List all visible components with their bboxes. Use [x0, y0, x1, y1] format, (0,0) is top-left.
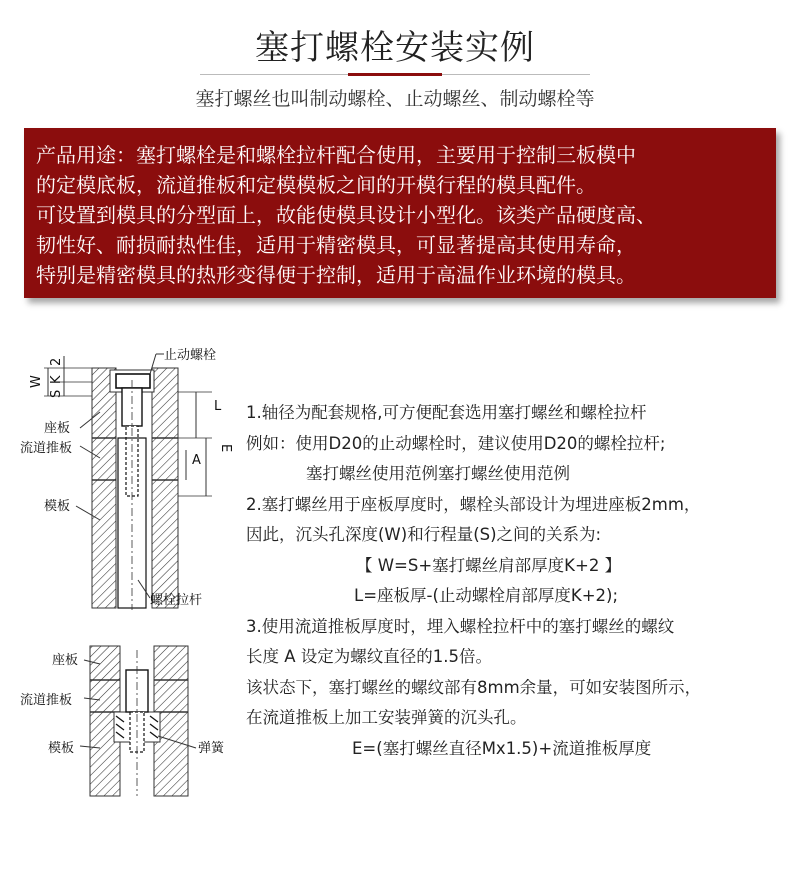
note-line-4: 2.塞打螺丝用于座板厚度时，螺栓头部设计为埋进座板2mm，	[246, 494, 701, 514]
note-line-3: 塞打螺丝使用范例塞打螺丝使用范例	[306, 464, 570, 483]
usage-line-4: 韧性好、耐损耐热性佳，适用于精密模具，可显著提高其使用寿命，	[36, 233, 636, 257]
left-plate-hatch	[92, 368, 116, 608]
note-line-9: 长度 A 设定为螺纹直径的1.5倍。	[246, 647, 493, 666]
note-line-2: 例如：使用D20的止动螺栓时，建议使用D20的螺栓拉杆;	[246, 433, 666, 453]
dim-w-label: W	[29, 375, 44, 388]
d2-label-mold-plate: 模板	[48, 741, 75, 756]
usage-line-5: 特别是精密模具的热形变得便于控制，适用于高温作业环境的模具。	[36, 263, 636, 287]
note-formula-e: E=(塞打螺丝直径Mx1.5)+流道推板厚度	[352, 738, 652, 758]
label-pull-rod: 螺栓拉杆	[150, 593, 203, 608]
usage-line-2: 的定模底板，流道推板和定模模板之间的开模行程的模具配件。	[36, 173, 596, 197]
note-line-8: 3.使用流道推板厚度时，埋入螺栓拉杆中的塞打螺丝的螺纹	[246, 616, 675, 636]
dim-2-label: 2	[49, 357, 64, 366]
note-formula-l: L=座板厚-(止动螺栓肩部厚度K+2);	[354, 586, 619, 605]
note-line-10: 该状态下，塞打螺丝的螺纹部有8mm余量，可如安装图所示，	[246, 677, 702, 697]
label-stop-bolt: 止动螺栓	[164, 348, 217, 363]
page-title: 塞打螺栓安装实例	[255, 28, 535, 68]
dim-l-label: L	[214, 399, 222, 414]
page-subtitle: 塞打螺丝也叫制动螺栓、止动螺丝、制动螺栓等	[195, 88, 595, 110]
leader-pull-rod	[138, 580, 150, 598]
stop-bolt-head	[116, 374, 150, 388]
usage-line-1: 产品用途：塞打螺栓是和螺栓拉杆配合使用，主要用于控制三板模中	[36, 143, 636, 167]
dim-a-label: A	[192, 453, 201, 468]
note-line-5: 因此，沉头孔深度(W)和行程量(S)之间的关系为:	[246, 525, 602, 544]
note-line-11: 在流道推板上加工安装弹簧的沉头孔。	[246, 708, 527, 727]
installation-notes	[246, 398, 786, 764]
d2-label-runner-plate: 流道推板	[20, 693, 73, 708]
note-line-1: 1.轴径为配套规格,可方便配套选用塞打螺丝和螺栓拉杆	[246, 403, 647, 422]
dim-k-label: K	[49, 375, 64, 384]
usage-line-3: 可设置到模具的分型面上，故能使模具设计小型化。该类产品硬度高、	[36, 203, 656, 227]
d2-label-seat-plate: 座板	[52, 653, 79, 668]
right-plate-hatch	[152, 368, 178, 608]
note-formula-w: 【 W=S+塞打螺丝肩部厚度K+2 】	[356, 555, 622, 575]
label-mold-plate: 模板	[44, 499, 71, 514]
diagram-1	[20, 347, 233, 610]
label-seat-plate: 座板	[44, 421, 71, 436]
dim-s-label: S	[49, 389, 64, 398]
diagram-2	[20, 646, 225, 796]
label-runner-plate: 流道推板	[20, 441, 73, 456]
d2-label-spring: 弹簧	[198, 741, 225, 756]
dim-e-label: E	[218, 444, 233, 453]
